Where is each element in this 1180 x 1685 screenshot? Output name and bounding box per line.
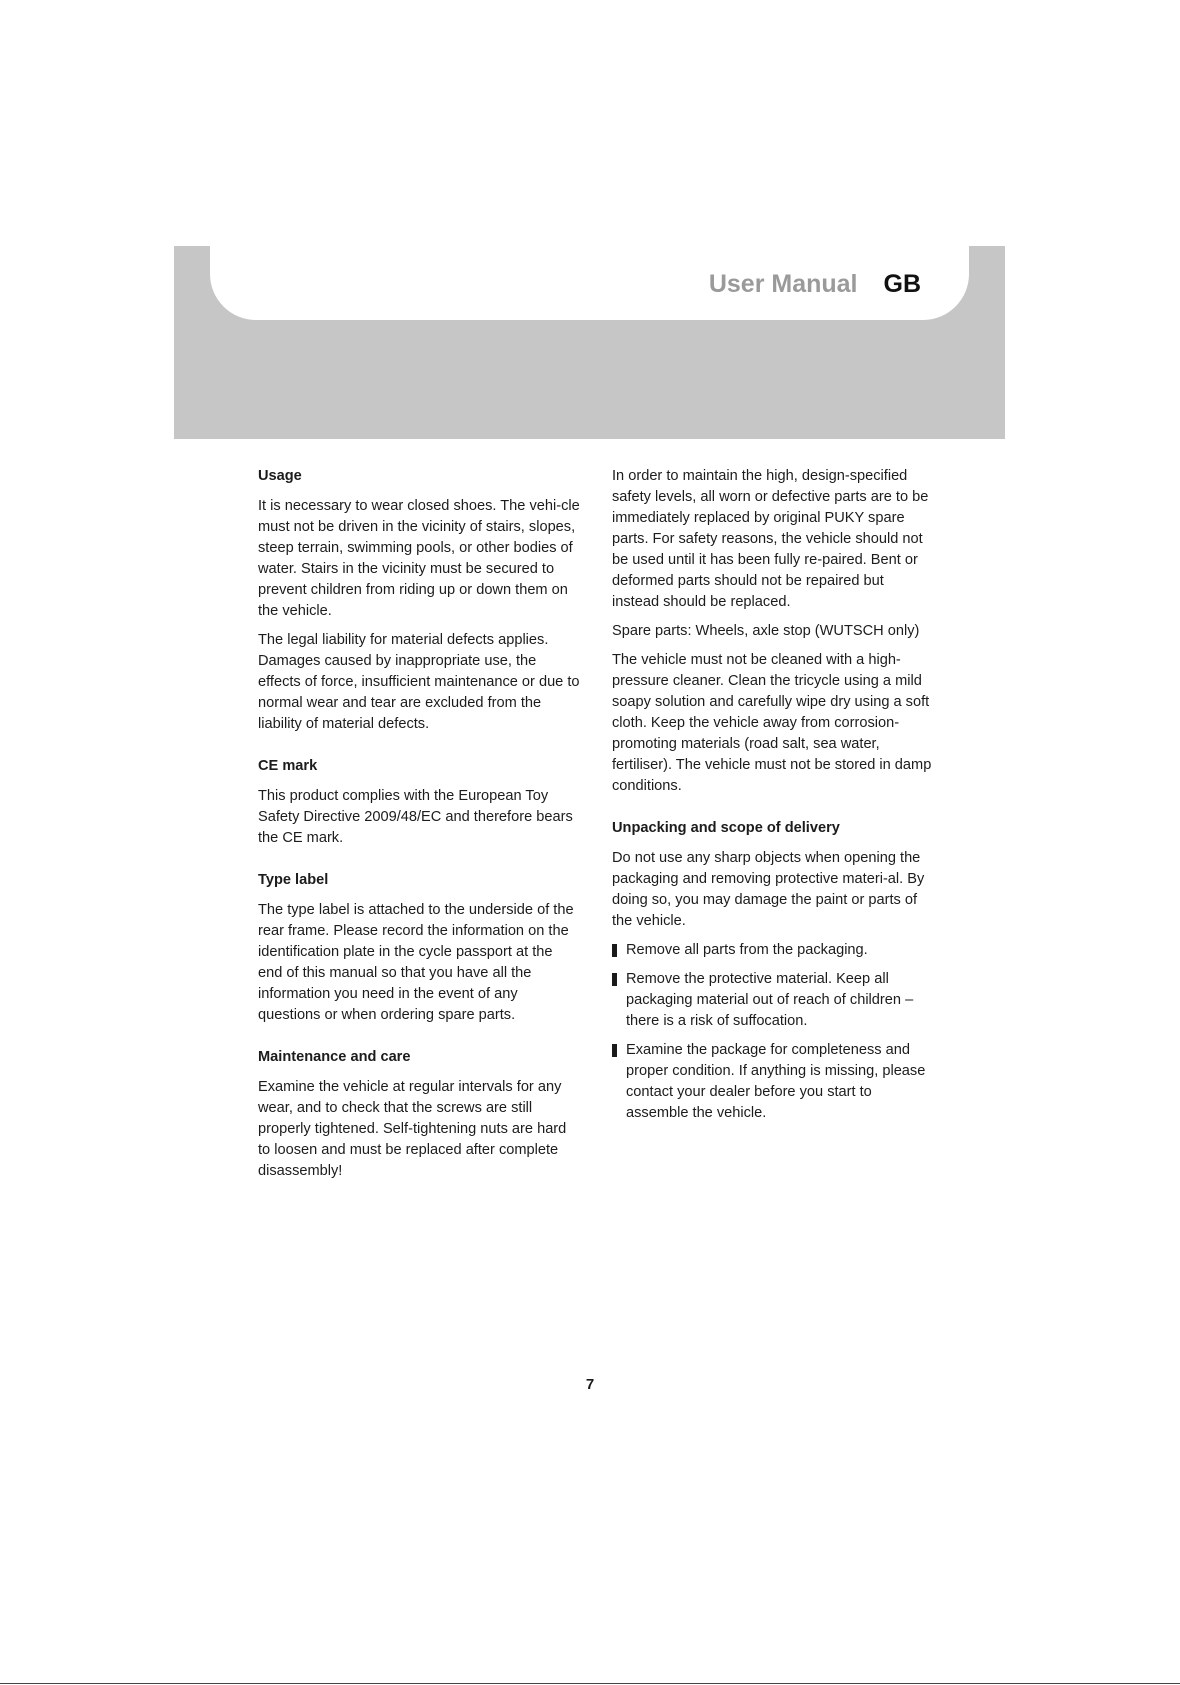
list-item-text: Remove the protective material. Keep all packaging material out of reach of children – there is a risk of suffocation.: [626, 971, 914, 1029]
section-maintenance: [258, 1047, 580, 1182]
paragraph: The vehicle must not be cleaned with a high-pressure cleaner. Clean the tricycle using a mild soapy solution and carefully wipe dry using a soft cloth. Keep the vehicle away from corrosion-promoting materials (road salt, sea water, fertiliser). The vehicle must not be stored in damp conditions.: [612, 652, 932, 794]
section-ce-mark: [258, 756, 580, 849]
bullet-icon: [612, 944, 617, 957]
list-item: [612, 969, 932, 1032]
section-unpacking: [612, 818, 932, 1124]
paragraph: Examine the vehicle at regular intervals for any wear, and to check that the screws are still properly tightened. Self-tightening nuts are hard to loosen and must be replaced after complete disassembly!: [258, 1079, 567, 1179]
section-spare-parts-care: [612, 466, 932, 797]
list-item: [612, 1040, 932, 1124]
section-heading: CE mark: [258, 758, 318, 774]
paragraph: In order to maintain the high, design-specified safety levels, all worn or defective parts are to be immediately replaced by original PUKY spare parts. For safety reasons, the vehicle should not be used until it has been fully re-paired. Bent or deformed parts should not be repaired but instead should be replaced.: [612, 468, 929, 610]
page-number: 7: [585, 1376, 595, 1393]
list-item-text: Remove all parts from the packaging.: [626, 942, 868, 958]
bullet-icon: [612, 973, 617, 986]
section-usage: [258, 466, 580, 735]
header-title: User Manual: [708, 270, 858, 298]
paragraph: It is necessary to wear closed shoes. The vehi-cle must not be driven in the vicinity of stairs, slopes, steep terrain, swimming pools, or other bodies of water. Stairs in the vicinity must be secured to prevent children from riding up or down them on the vehicle.: [258, 498, 580, 619]
page-header: [709, 268, 921, 300]
right-column: [612, 466, 932, 1145]
bullet-list: [612, 940, 932, 1124]
paragraph: The type label is attached to the underside of the rear frame. Please record the information on the identification plate in the cycle passport at the end of this manual so that you have all the information you need in the event of any questions or when ordering spare parts.: [258, 902, 574, 1023]
section-type-label: [258, 870, 580, 1026]
section-heading: Type label: [258, 872, 329, 888]
bullet-icon: [612, 1044, 617, 1057]
left-column: [258, 466, 580, 1203]
paragraph: This product complies with the European Toy Safety Directive 2009/48/EC and therefore bears the CE mark.: [258, 788, 573, 846]
list-item-text: Examine the package for completeness and proper condition. If anything is missing, please contact your dealer before you start to assemble the vehicle.: [626, 1042, 926, 1121]
language-code: GB: [883, 270, 921, 298]
section-heading: Unpacking and scope of delivery: [612, 820, 840, 836]
section-heading: Maintenance and care: [258, 1049, 411, 1065]
paragraph: Do not use any sharp objects when opening the packaging and removing protective materi-al. By doing so, you may damage the paint or parts of the vehicle.: [612, 850, 925, 929]
list-item: [612, 940, 932, 961]
paragraph: Spare parts: Wheels, axle stop (WUTSCH only): [612, 623, 920, 639]
paragraph: The legal liability for material defects applies. Damages caused by inappropriate use, the effects of force, insufficient maintenance or due to normal wear and tear are excluded from the liability of material defects.: [258, 632, 580, 732]
bottom-rule: [0, 1683, 1180, 1684]
section-heading: Usage: [258, 468, 302, 484]
